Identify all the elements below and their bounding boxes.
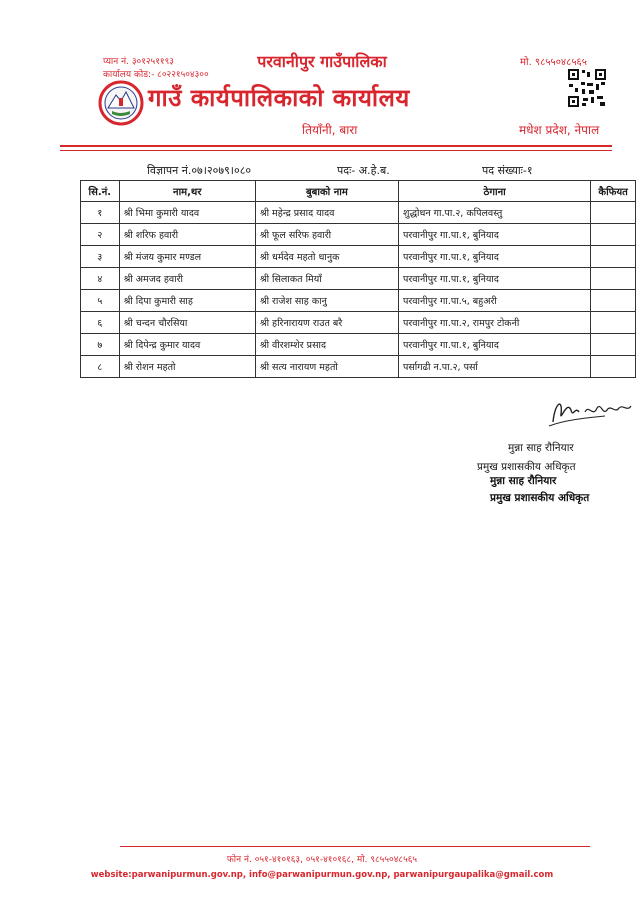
post-count: पद संख्याः-१ — [482, 164, 533, 177]
table-row — [81, 356, 636, 378]
header-divider-thin — [60, 150, 612, 151]
table-row — [81, 224, 636, 246]
municipality-name: परवानीपुर गाउँपालिका — [257, 52, 387, 71]
footer-website: website:parwanipurmun.gov.np, info@parwanipurmun.gov.np, parwanipurgaupalika@gmail.com — [90, 870, 554, 880]
cell-father-name: श्री वीरशम्शेर प्रसाद — [255, 334, 398, 356]
cell-address: परवानीपुर गा.पा.१, बुनियाद — [398, 268, 590, 290]
table-body — [81, 202, 636, 378]
cell-sn: ५ — [81, 290, 120, 312]
table-row — [81, 290, 636, 312]
col-sn-header: सि.नं. — [81, 181, 120, 202]
candidate-table — [80, 180, 636, 378]
cell-address: परवानीपुर गा.पा.१, बुनियाद — [398, 246, 590, 268]
cell-sn: ८ — [81, 356, 120, 378]
cell-name: श्री अमजद हवारी — [119, 268, 255, 290]
stamp-name: मुन्ना साह रौनियार — [490, 475, 557, 487]
mobile-number: मो. ९८५५०४८५६५ — [520, 57, 587, 68]
cell-remark — [591, 268, 636, 290]
cell-sn: ७ — [81, 334, 120, 356]
table-row — [81, 268, 636, 290]
table-row — [81, 312, 636, 334]
cell-name: श्री दिपा कुमारी साह — [119, 290, 255, 312]
cell-father-name: श्री सिलाकत मियाँ — [255, 268, 398, 290]
col-father-header: बुबाको नाम — [255, 181, 398, 202]
cell-sn: ३ — [81, 246, 120, 268]
post-name: पदः- अ.हे.ब. — [337, 164, 390, 177]
cell-address: परवानीपुर गा.पा.२, रामपुर टोकनी — [398, 312, 590, 334]
signer-name: मुन्ना साह रौनियार — [508, 442, 574, 454]
footer-divider — [120, 846, 590, 847]
cell-address: परवानीपुर गा.पा.१, बुनियाद — [398, 334, 590, 356]
table-row — [81, 334, 636, 356]
cell-father-name: श्री राजेश साह कानु — [255, 290, 398, 312]
stamp-title: प्रमुख प्रशासकीय अधिकृत — [490, 492, 590, 504]
cell-address: परवानीपुर गा.पा.५, बहुअरी — [398, 290, 590, 312]
cell-name: श्री चन्दन चौरसिया — [119, 312, 255, 334]
table-header-row — [81, 181, 636, 202]
cell-remark — [591, 356, 636, 378]
cell-remark — [591, 312, 636, 334]
signer-title: प्रमुख प्रशासकीय अधिकृत — [477, 461, 576, 473]
cell-sn: १ — [81, 202, 120, 224]
cell-father-name: श्री धर्मदेव महतो धानुक — [255, 246, 398, 268]
district-address: तियाँनी, बारा — [302, 123, 358, 137]
cell-remark — [591, 246, 636, 268]
cell-address: परवानीपुर गा.पा.१, बुनियाद — [398, 224, 590, 246]
office-title: गाउँ कार्यपालिकाको कार्यालय — [148, 84, 410, 112]
cell-name: श्री भिमा कुमारी यादव — [119, 202, 255, 224]
cell-address: शुद्धोधन गा.पा.२, कपिलवस्तु — [398, 202, 590, 224]
footer-phone: फोन नं. ०५१-४१०१६३, ०५१-४१०१६८, मो. ९८५५०४८५६५ — [226, 855, 418, 865]
office-code: कार्यालय कोड:- ८०२२१५०४३०० — [103, 70, 209, 80]
cell-remark — [591, 224, 636, 246]
pan-number: प्यान नं. ३०१२५११९३ — [103, 57, 174, 67]
cell-sn: २ — [81, 224, 120, 246]
cell-name: श्री दिपेन्द्र कुमार यादव — [119, 334, 255, 356]
province-address: मधेश प्रदेश, नेपाल — [519, 123, 600, 137]
cell-father-name: श्री फूल सरिफ हवारी — [255, 224, 398, 246]
cell-father-name: श्री सत्य नारायण महतो — [255, 356, 398, 378]
cell-remark — [591, 334, 636, 356]
table-row — [81, 246, 636, 268]
handwritten-signature — [545, 392, 635, 436]
cell-father-name: श्री महेन्द्र प्रसाद यादव — [255, 202, 398, 224]
table-row — [81, 202, 636, 224]
cell-remark — [591, 202, 636, 224]
col-name-header: नाम,थर — [119, 181, 255, 202]
cell-sn: ४ — [81, 268, 120, 290]
cell-father-name: श्री हरिनारायण राउत बरै — [255, 312, 398, 334]
cell-name: श्री रोशन महतो — [119, 356, 255, 378]
cell-sn: ६ — [81, 312, 120, 334]
cell-name: श्री मंजय कुमार मण्डल — [119, 246, 255, 268]
cell-remark — [591, 290, 636, 312]
cell-name: श्री शरिफ हवारी — [119, 224, 255, 246]
qr-code-icon — [567, 68, 607, 108]
header-divider — [60, 145, 612, 147]
cell-address: पर्सागढी न.पा.२, पर्सा — [398, 356, 590, 378]
nepal-emblem-icon — [98, 80, 144, 126]
col-address-header: ठेगाना — [398, 181, 590, 202]
col-remark-header: कैफियत — [591, 181, 636, 202]
ad-number: विज्ञापन नं.०७।२०७९।०८० — [147, 164, 252, 177]
